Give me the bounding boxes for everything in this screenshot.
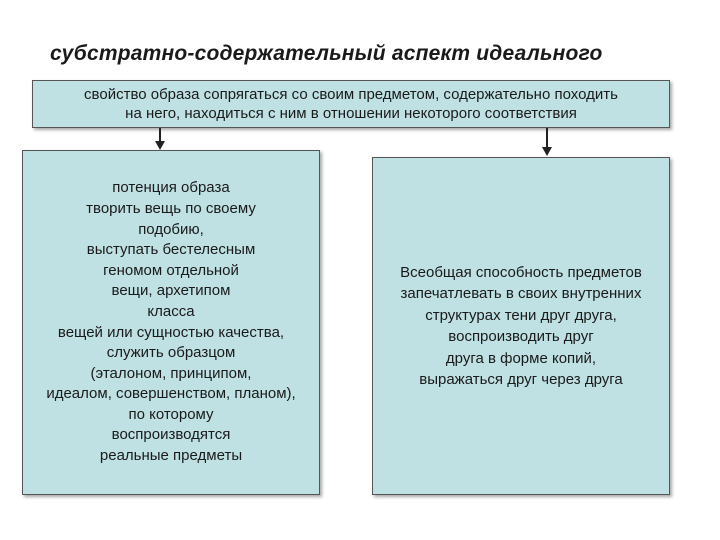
- potency-line: служить образцом: [106, 344, 236, 362]
- potency-line: вещи, архетипом: [111, 282, 231, 300]
- potency-box: [22, 150, 320, 495]
- potency-line: идеалом, совершенством, планом),: [46, 385, 296, 403]
- potency-line: выступать бестелесным: [86, 241, 256, 259]
- right-arrow-connector: [539, 128, 555, 158]
- ability-line: запечатлевать в своих внутренних: [400, 285, 642, 302]
- potency-line: (эталоном, принципом,: [90, 364, 252, 382]
- potency-line: вещей или сущностью качества,: [57, 323, 285, 341]
- potency-line: воспроизводятся: [111, 426, 231, 444]
- definition-box: [32, 80, 670, 128]
- definition-line: на него, находиться с ним в отношении некоторого соответствия: [125, 105, 577, 122]
- left-arrow-connector: [152, 128, 168, 152]
- ability-line: воспроизводить друг: [448, 328, 594, 345]
- potency-line: по которому: [128, 405, 214, 423]
- universal-ability-box: [372, 157, 670, 495]
- ability-line: структурах тени друг друга,: [425, 306, 617, 324]
- ability-line: Всеобщая способность предметов: [400, 263, 642, 281]
- potency-line: геномом отдельной: [103, 261, 239, 279]
- potency-line: класса: [147, 302, 195, 320]
- ability-line: выражаться друг через друга: [419, 371, 623, 388]
- diagram-title: субстратно-содержательный аспект идеального: [50, 42, 603, 65]
- potency-line: творить вещь по своему: [86, 199, 256, 217]
- potency-line: подобию,: [138, 220, 204, 238]
- potency-line: потенция образа: [112, 179, 230, 197]
- definition-line: свойство образа сопрягаться со своим предметом, содержательно походить: [84, 86, 618, 103]
- ability-line: друга в форме копий,: [445, 349, 597, 367]
- potency-line: реальные предметы: [99, 447, 243, 465]
